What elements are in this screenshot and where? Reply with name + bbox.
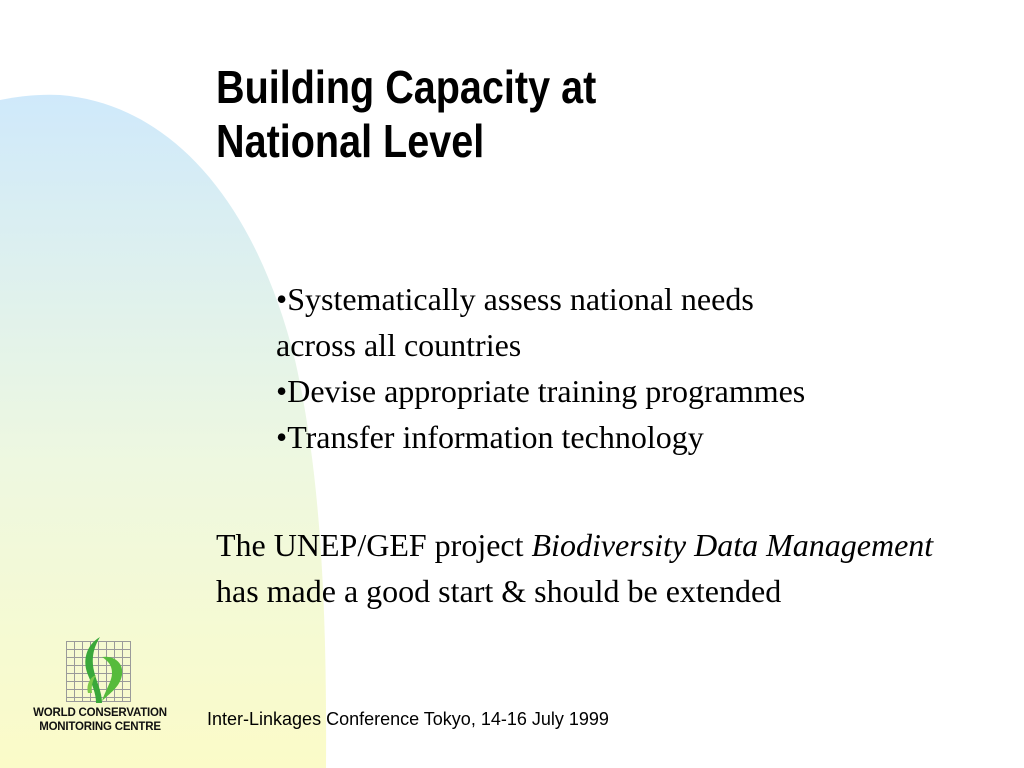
- bullet-item: [276, 368, 805, 414]
- footer-text: Inter-Linkages Conference Tokyo, 14-16 July 1999: [207, 709, 609, 729]
- bullet-line: •Transfer information technology: [276, 419, 704, 455]
- bullet-list: [276, 276, 805, 460]
- project-name: Biodiversity Data Management: [531, 527, 934, 563]
- slide-title: [216, 60, 596, 168]
- bullet-item: [276, 414, 805, 460]
- leaf-grid-logo-icon: [66, 635, 132, 703]
- bullet-line: •Devise appropriate training programmes: [276, 373, 806, 409]
- paragraph-text-start: The UNEP/GEF project: [216, 527, 532, 563]
- bullet-line: across all countries: [276, 327, 522, 363]
- title-line: National Level: [216, 115, 485, 167]
- project-paragraph: [216, 522, 956, 614]
- paragraph-text-end: has made a good start & should be extended: [216, 573, 782, 609]
- title-line: Building Capacity at: [216, 61, 597, 113]
- logo-text-line: WORLD CONSERVATION: [33, 707, 167, 719]
- logo-text-line: MONITORING CENTRE: [39, 721, 161, 733]
- bullet-line: •Systematically assess national needs: [276, 281, 754, 317]
- wcmc-logo: [30, 633, 170, 743]
- logo-wordmark: [30, 706, 170, 734]
- bullet-item: [276, 276, 805, 368]
